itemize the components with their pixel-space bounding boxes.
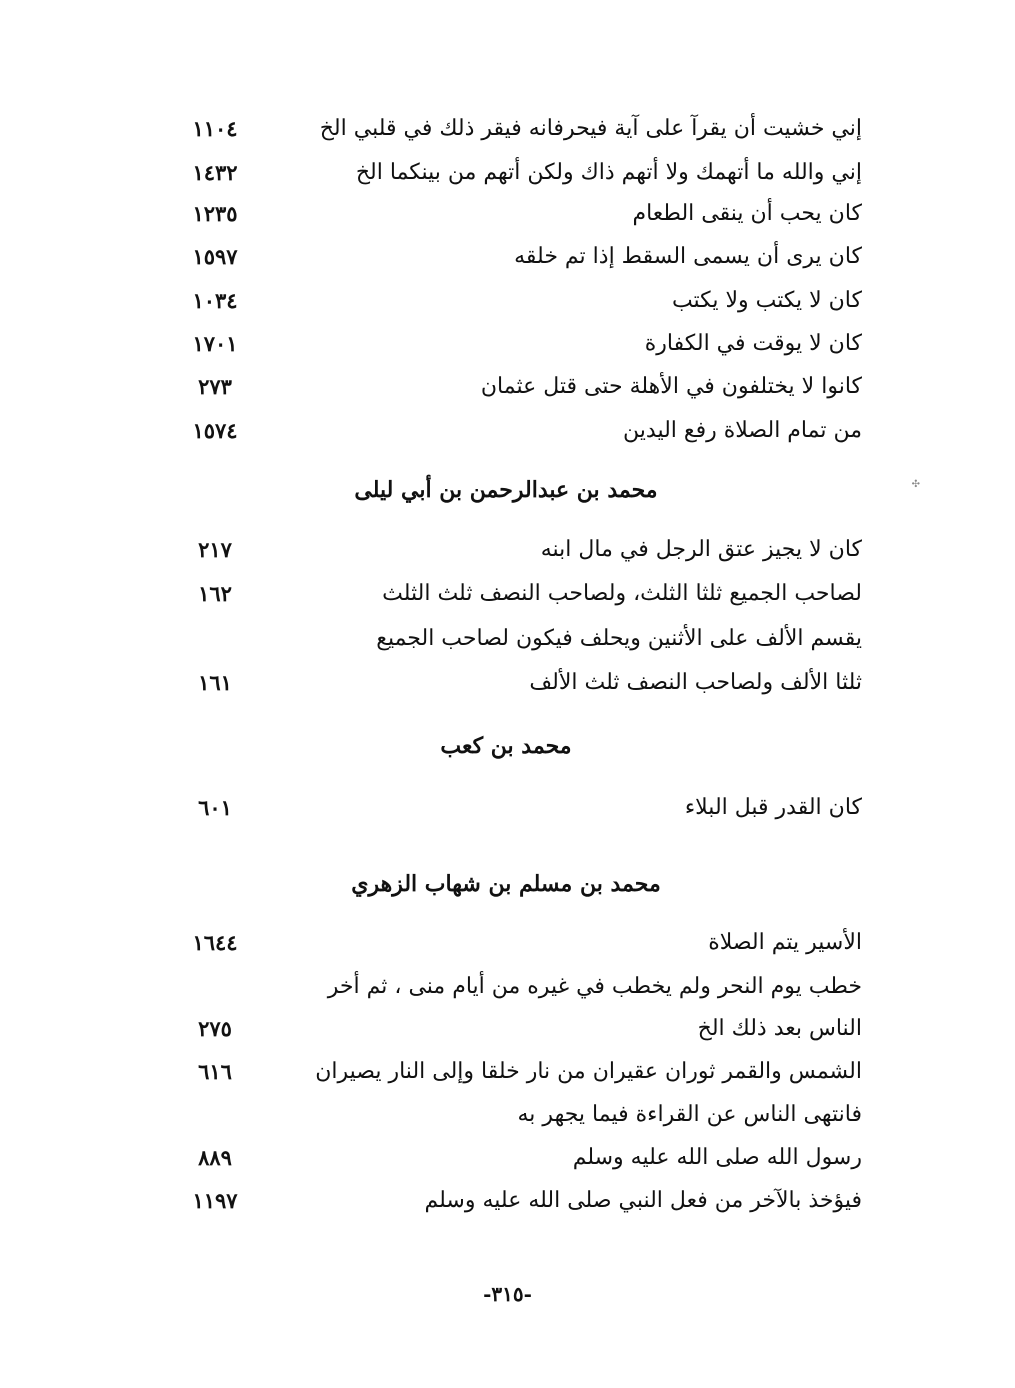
entry-text: كانوا لا يختلفون في الأهلة حتى قتل عثمان [480, 373, 862, 399]
index-entry [150, 529, 862, 569]
index-entry [150, 108, 862, 148]
index-entry [150, 193, 862, 233]
entry-number: ١٦٢ [198, 580, 232, 606]
entry-number: ٢٧٥ [198, 1015, 232, 1041]
entry-text: كان لا يكتب ولا يكتب [671, 287, 862, 313]
section-heading [150, 726, 862, 766]
page-speck: ✣ [911, 479, 920, 490]
entry-text: كان القدر قبل البلاء [684, 794, 862, 820]
entry-number: ١٧٠١ [192, 330, 238, 356]
entry-text: لصاحب الجميع ثلثا الثلث، ولصاحب النصف ثلث الثلث [382, 580, 862, 606]
entry-text: كان لا يوقت في الكفارة [644, 330, 862, 356]
entry-number: ١٦٤٤ [192, 929, 238, 955]
page-number: -٣١٥- [483, 1282, 532, 1306]
index-entry [150, 1094, 862, 1134]
index-entry [150, 280, 862, 320]
entry-text: فانتهى الناس عن القراءة فيما يجهر به [517, 1101, 862, 1127]
entry-text: رسول الله صلى الله عليه وسلم [572, 1144, 862, 1170]
entry-text: الناس بعد ذلك الخ [697, 1015, 862, 1041]
entry-number: ١١٠٤ [192, 115, 238, 141]
entry-text: ثلثا الألف ولصاحب النصف ثلث الألف [529, 669, 862, 695]
entry-text: إني والله ما أتهمك ولا أتهم ذاك ولكن أتهم من بينكما الخ [355, 159, 862, 185]
entry-number: ١٠٣٤ [192, 287, 238, 313]
index-entry [150, 618, 862, 658]
index-entry [150, 323, 862, 363]
section-heading [150, 470, 862, 510]
entry-number: ١٤٣٢ [192, 159, 238, 185]
entry-text: الأسير يتم الصلاة [708, 929, 862, 955]
entry-number: ٨٨٩ [198, 1144, 232, 1170]
section-heading-text: محمد بن كعب [440, 733, 572, 759]
entry-text: من تمام الصلاة رفع اليدين [623, 417, 862, 443]
entry-number: ١٥٧٤ [192, 417, 238, 443]
index-entry [150, 966, 862, 1006]
entry-text: خطب يوم النحر ولم يخطب في غيره من أيام منى ، ثم أخر [327, 973, 862, 999]
entry-text: كان يرى أن يسمى السقط إذا تم خلقه [514, 243, 862, 269]
entry-text: إني خشيت أن يقرآ على آية فيحرفانه فيقر ذلك في قلبي الخ [319, 115, 862, 141]
entry-text: يقسم الألف على الأثنين ويحلف فيكون لصاحب الجميع [376, 625, 862, 651]
entry-number: ٦١٦ [198, 1058, 232, 1084]
index-entry [150, 410, 862, 450]
section-heading-text: محمد بن عبدالرحمن بن أبي ليلى [354, 477, 658, 503]
index-entry [150, 152, 862, 192]
section-heading-text: محمد بن مسلم بن شهاب الزهري [351, 871, 661, 897]
index-entry [150, 236, 862, 276]
entry-number: ٢١٧ [198, 536, 232, 562]
index-entry [150, 1008, 862, 1048]
entry-text: كان يحب أن ينقى الطعام [632, 200, 862, 226]
index-entry [150, 1137, 862, 1177]
entry-number: ١٢٣٥ [192, 200, 238, 226]
index-entry [150, 1180, 862, 1220]
entry-number: ١١٩٧ [192, 1187, 238, 1213]
index-entry [150, 366, 862, 406]
index-entry [150, 662, 862, 702]
entry-number: ١٦١ [198, 669, 232, 695]
index-entry [150, 922, 862, 962]
index-entry [150, 1051, 862, 1091]
entry-text: كان لا يجيز عتق الرجل في مال ابنه [540, 536, 862, 562]
entry-text: فيؤخذ بالآخر من فعل النبي صلى الله عليه وسلم [424, 1187, 862, 1213]
entry-number: ٢٧٣ [198, 373, 232, 399]
index-entry [150, 573, 862, 613]
section-heading [150, 864, 862, 904]
index-entry [150, 787, 862, 827]
entry-number: ٦٠١ [198, 794, 232, 820]
entry-text: الشمس والقمر ثوران عقيران من نار خلقا وإلى النار يصيران [315, 1058, 862, 1084]
entry-number: ١٥٩٧ [192, 243, 238, 269]
